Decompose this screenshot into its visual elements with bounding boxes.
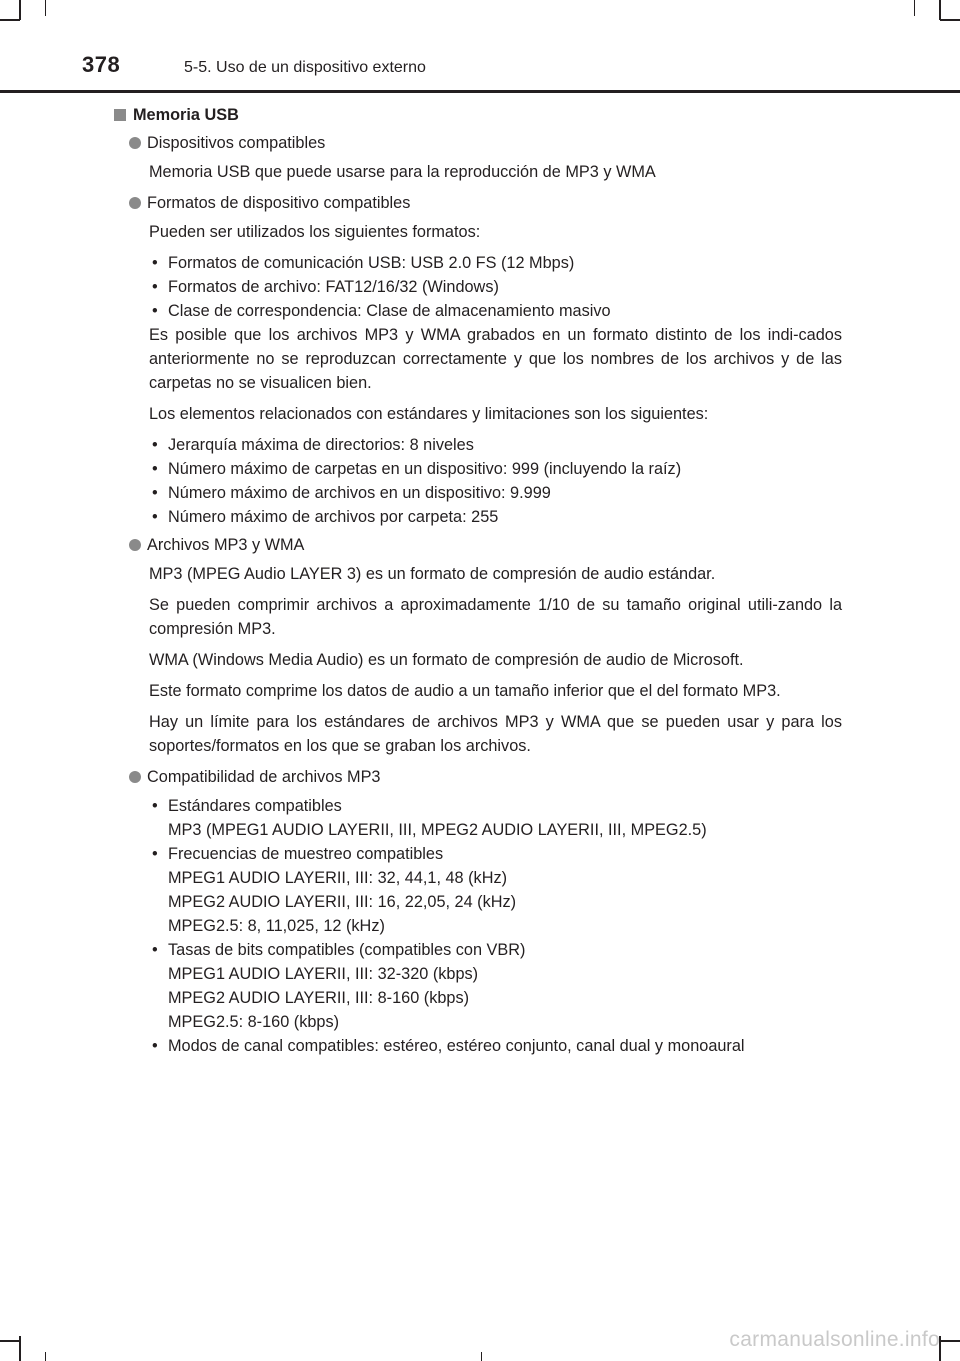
section-title-row bbox=[112, 765, 842, 789]
list-item-line: MPEG2.5: 8, 11,025, 12 (kHz) bbox=[168, 917, 385, 935]
bullet-list bbox=[149, 251, 842, 323]
list-item bbox=[149, 938, 842, 1034]
paragraph: MP3 (MPEG Audio LAYER 3) es un formato de compresión de audio estándar. bbox=[149, 565, 716, 583]
list-item: • Número máximo de archivos en un dispositivo: 9.999 bbox=[149, 481, 842, 505]
circle-bullet-icon bbox=[129, 539, 141, 551]
list-item bbox=[149, 1034, 842, 1058]
paragraph: WMA (Windows Media Audio) es un formato de compresión de audio de Microsoft. bbox=[149, 651, 744, 669]
crop-mark bbox=[940, 1340, 960, 1342]
section-title-row bbox=[112, 533, 842, 557]
bullet-list bbox=[149, 794, 842, 1058]
paragraph: Este formato comprime los datos de audio a un tamaño inferior que el del formato MP3. bbox=[149, 682, 781, 700]
paragraph: Hay un límite para los estándares de archivos MP3 y WMA que se pueden usar y para los soportes/formatos en los que se graban los archivos. bbox=[149, 713, 842, 755]
circle-bullet-icon bbox=[129, 771, 141, 783]
list-item: • Formatos de comunicación USB: USB 2.0 FS (12 Mbps) bbox=[149, 251, 842, 275]
list-item: • Clase de correspondencia: Clase de almacenamiento masivo bbox=[149, 299, 842, 323]
list-item-line: MP3 (MPEG1 AUDIO LAYERII, III, MPEG2 AUDIO LAYERII, III, MPEG2.5) bbox=[168, 821, 707, 839]
header-rule bbox=[0, 90, 960, 93]
list-item: • Formatos de archivo: FAT12/16/32 (Windows) bbox=[149, 275, 842, 299]
list-item-label: • Tasas de bits compatibles (compatibles con VBR) bbox=[168, 941, 526, 959]
crop-mark bbox=[0, 1340, 20, 1342]
heading-row bbox=[112, 103, 842, 127]
section-title: Dispositivos compatibles bbox=[147, 134, 326, 152]
crop-mark bbox=[481, 1352, 482, 1361]
paragraph: Los elementos relacionados con estándares y limitaciones son los siguientes: bbox=[149, 405, 709, 423]
page-content bbox=[112, 103, 842, 1062]
circle-bullet-icon bbox=[129, 137, 141, 149]
section-title: Formatos de dispositivo compatibles bbox=[147, 194, 411, 212]
list-item: • Número máximo de archivos por carpeta: 255 bbox=[149, 505, 842, 529]
section-title: 5-5. Uso de un dispositivo externo bbox=[184, 59, 426, 76]
section-title-row bbox=[112, 191, 842, 215]
bullet-list bbox=[149, 433, 842, 529]
crop-mark bbox=[0, 19, 20, 21]
crop-mark bbox=[914, 0, 915, 16]
list-item-line: MPEG1 AUDIO LAYERII, III: 32, 44,1, 48 (kHz) bbox=[168, 869, 508, 887]
crop-mark bbox=[45, 1352, 46, 1361]
list-item bbox=[149, 794, 842, 842]
crop-mark bbox=[19, 0, 21, 20]
list-item-label: • Frecuencias de muestreo compatibles bbox=[168, 845, 444, 863]
paragraph: Es posible que los archivos MP3 y WMA grabados en un formato distinto de los indi-cados anteriormente no se reproduzcan correctamente y que los nombres de los archivos y de las carpetas no se visualicen bien. bbox=[149, 326, 842, 392]
paragraph: Memoria USB que puede usarse para la reproducción de MP3 y WMA bbox=[149, 163, 656, 181]
heading: Memoria USB bbox=[133, 106, 239, 124]
list-item bbox=[149, 842, 842, 938]
section-title: Archivos MP3 y WMA bbox=[147, 536, 305, 554]
list-item-line: MPEG1 AUDIO LAYERII, III: 32-320 (kbps) bbox=[168, 965, 479, 983]
square-bullet-icon bbox=[114, 109, 126, 121]
paragraph: Se pueden comprimir archivos a aproximadamente 1/10 de su tamaño original utili-zando la compresión MP3. bbox=[149, 596, 842, 638]
list-item-line: MPEG2 AUDIO LAYERII, III: 16, 22,05, 24 (kHz) bbox=[168, 893, 517, 911]
list-item-line: MPEG2.5: 8-160 (kbps) bbox=[168, 1013, 340, 1031]
page-number: 378 bbox=[82, 52, 121, 77]
crop-mark bbox=[939, 0, 941, 20]
crop-mark bbox=[45, 0, 46, 16]
page-header bbox=[0, 40, 960, 92]
list-item: • Número máximo de carpetas en un dispositivo: 999 (incluyendo la raíz) bbox=[149, 457, 842, 481]
list-item-line: MPEG2 AUDIO LAYERII, III: 8-160 (kbps) bbox=[168, 989, 470, 1007]
list-item-label: • Modos de canal compatibles: estéreo, estéreo conjunto, canal dual y monoaural bbox=[168, 1037, 745, 1055]
section-title-row bbox=[112, 131, 842, 155]
list-item-label: • Estándares compatibles bbox=[168, 797, 342, 815]
watermark: carmanualsonline.info bbox=[729, 1328, 940, 1351]
crop-mark bbox=[940, 19, 960, 21]
circle-bullet-icon bbox=[129, 197, 141, 209]
paragraph: Pueden ser utilizados los siguientes formatos: bbox=[149, 223, 481, 241]
section-title: Compatibilidad de archivos MP3 bbox=[147, 768, 381, 786]
list-item: • Jerarquía máxima de directorios: 8 niveles bbox=[149, 433, 842, 457]
